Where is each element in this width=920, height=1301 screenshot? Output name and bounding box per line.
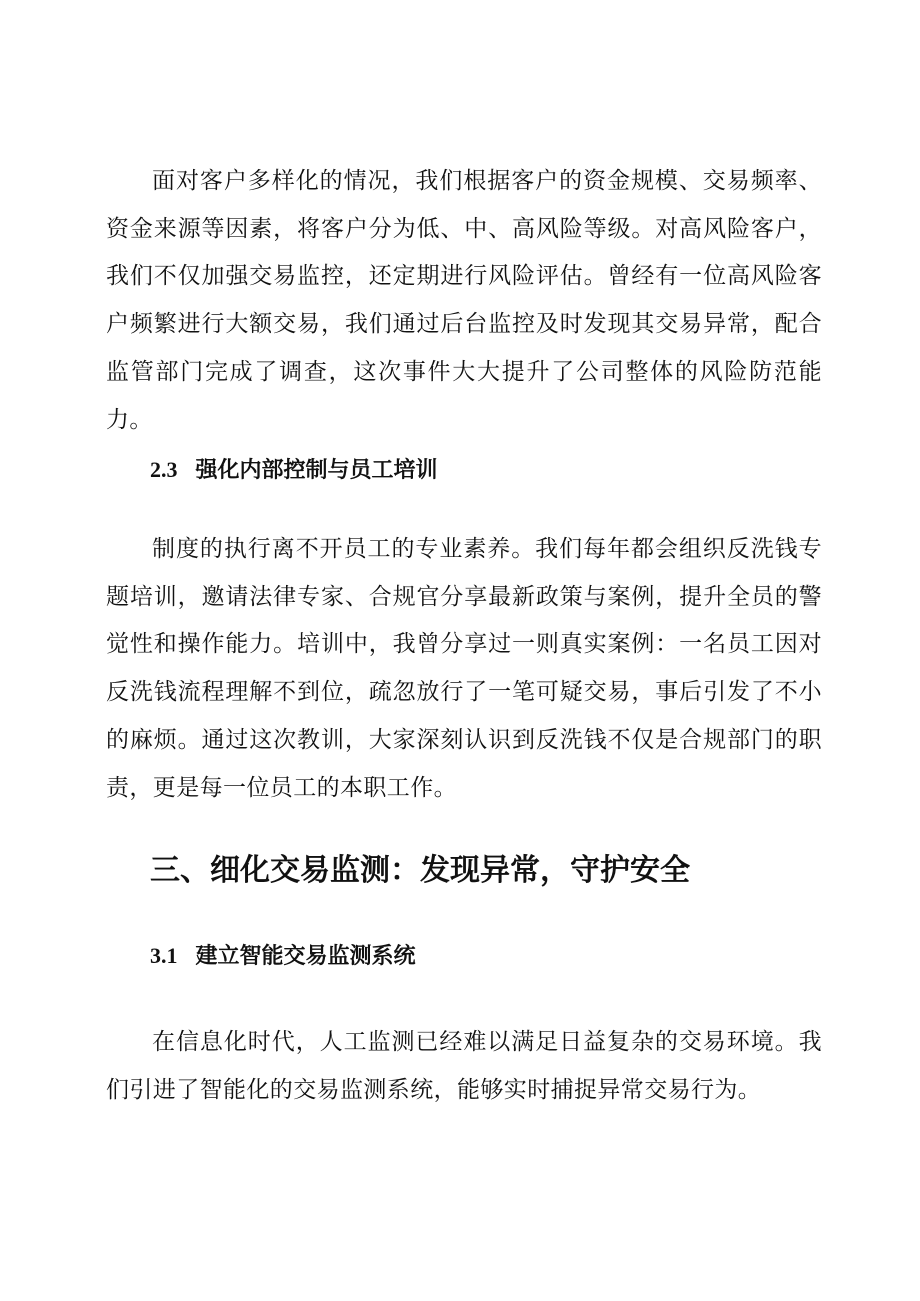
paragraph-staff-training: 制度的执行离不开员工的专业素养。我们每年都会组织反洗钱专题培训，邀请法律专家、合规官分享最新政策与案例，提升全员的警觉性和操作能力。培训中，我曾分享过一则真实案例：一名员工因对反洗钱流程理解不到位，疏忽放行了一笔可疑交易，事后引发了不小的麻烦。通过这次教训，大家深刻认识到反洗钱不仅是合规部门的职责，更是每一位员工的本职工作。 <box>106 536 822 801</box>
section-number: 2.3 <box>150 457 178 482</box>
section-heading-3-1 <box>150 941 416 972</box>
section-heading-2-3 <box>150 455 438 486</box>
section-number: 3.1 <box>150 943 178 968</box>
section-title: 建立智能交易监测系统 <box>195 944 416 969</box>
section-title: 强化内部控制与员工培训 <box>195 458 438 483</box>
chapter-heading-3: 三、细化交易监测：发现异常，守护安全 <box>150 853 690 888</box>
paragraph-monitoring-system: 在信息化时代，人工监测已经难以满足日益复杂的交易环境。我们引进了智能化的交易监测系统，能够实时捕捉异常交易行为。 <box>106 1029 822 1103</box>
paragraph-risk-classification: 面对客户多样化的情况，我们根据客户的资金规模、交易频率、资金来源等因素，将客户分为低、中、高风险等级。对高风险客户，我们不仅加强交易监控，还定期进行风险评估。曾经有一位高风险客户频繁进行大额交易，我们通过后台监控及时发现其交易异常，配合监管部门完成了调查，这次事件大大提升了公司整体的风险防范能力。 <box>106 168 822 433</box>
